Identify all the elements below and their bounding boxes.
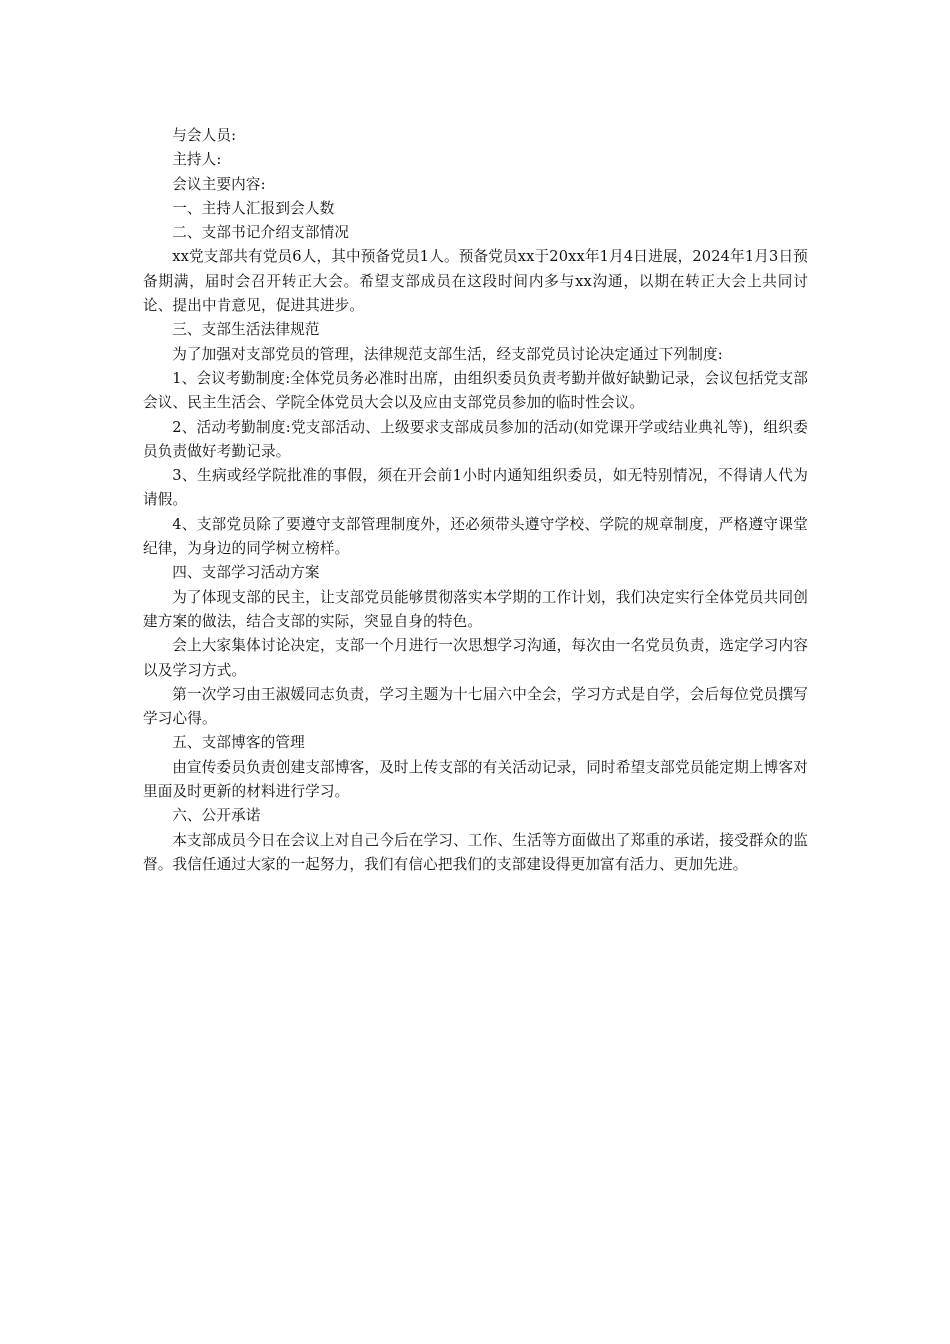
blog-management-paragraph: 由宣传委员负责创建支部博客，及时上传支部的有关活动记录，同时希望支部党员能定期上博客对里面及时更新的材料进行学习。	[143, 758, 808, 801]
section-heading-6: 六、公开承诺	[172, 807, 261, 825]
rule-item-2: 2、活动考勤制度:党支部活动、上级要求支部成员参加的活动(如党课开学或结业典礼等)，组织委员负责做好考勤记录。	[143, 418, 808, 460]
study-plan-paragraph-2: 会上大家集体讨论决定，支部一个月进行一次思想学习沟通，每次由一名党员负责，选定学习内容以及学习方式。	[143, 637, 808, 679]
public-commitment-paragraph: 本支部成员今日在会议上对自己今后在学习、工作、生活等方面做出了郑重的承诺，接受群众的监督。我信任通过大家的一起努力，我们有信心把我们的支部建设得更加富有活力、更加先进。	[143, 831, 808, 873]
study-plan-paragraph-3: 第一次学习由王淑媛同志负责，学习主题为十七届六中全会，学习方式是自学，会后每位党员撰写学习心得。	[143, 685, 808, 728]
rule-item-3: 3、生病或经学院批准的事假，须在开会前1小时内通知组织委员，如无特别情况，不得请人代为请假。	[143, 467, 808, 509]
rule-item-1: 1、会议考勤制度:全体党员务必准时出席，由组织委员负责考勤并做好缺勤记录，会议包括党支部会议、民主生活会、学院全体党员大会以及应由支部党员参加的临时性会议。	[143, 369, 808, 412]
attendees-line: 与会人员:	[172, 127, 237, 144]
section-heading-1: 一、主持人汇报到会人数	[172, 199, 335, 217]
section-heading-3: 三、支部生活法律规范	[172, 321, 320, 339]
document-body	[143, 124, 808, 877]
host-line: 主持人:	[172, 151, 222, 169]
study-plan-paragraph-1: 为了体现支部的民主，让支部党员能够贯彻落实本学期的工作计划，我们决定实行全体党员共同创建方案的做法，结合支部的实际，突显自身的特色。	[143, 588, 808, 630]
branch-overview-paragraph: xx党支部共有党员6人，其中预备党员1人。预备党员xx于20xx年1月4日进展，2024年1月3日预备期满，届时会召开转正大会。希望支部成员在这段时间内多与xx沟通，以期在转正大会上共同讨论、提出中肯意见，促进其进步。	[143, 248, 808, 315]
section-heading-4: 四、支部学习活动方案	[172, 564, 320, 582]
section-heading-2: 二、支部书记介绍支部情况	[172, 224, 350, 242]
rules-intro-paragraph: 为了加强对支部党员的管理，法律规范支部生活，经支部党员讨论决定通过下列制度:	[172, 345, 723, 363]
main-content-heading: 会议主要内容:	[172, 175, 266, 193]
section-heading-5: 五、支部博客的管理	[172, 734, 305, 752]
rule-item-4: 4、支部党员除了要遵守支部管理制度外，还必须带头遵守学校、学院的规章制度，严格遵守课堂纪律，为身边的同学树立榜样。	[143, 515, 808, 558]
